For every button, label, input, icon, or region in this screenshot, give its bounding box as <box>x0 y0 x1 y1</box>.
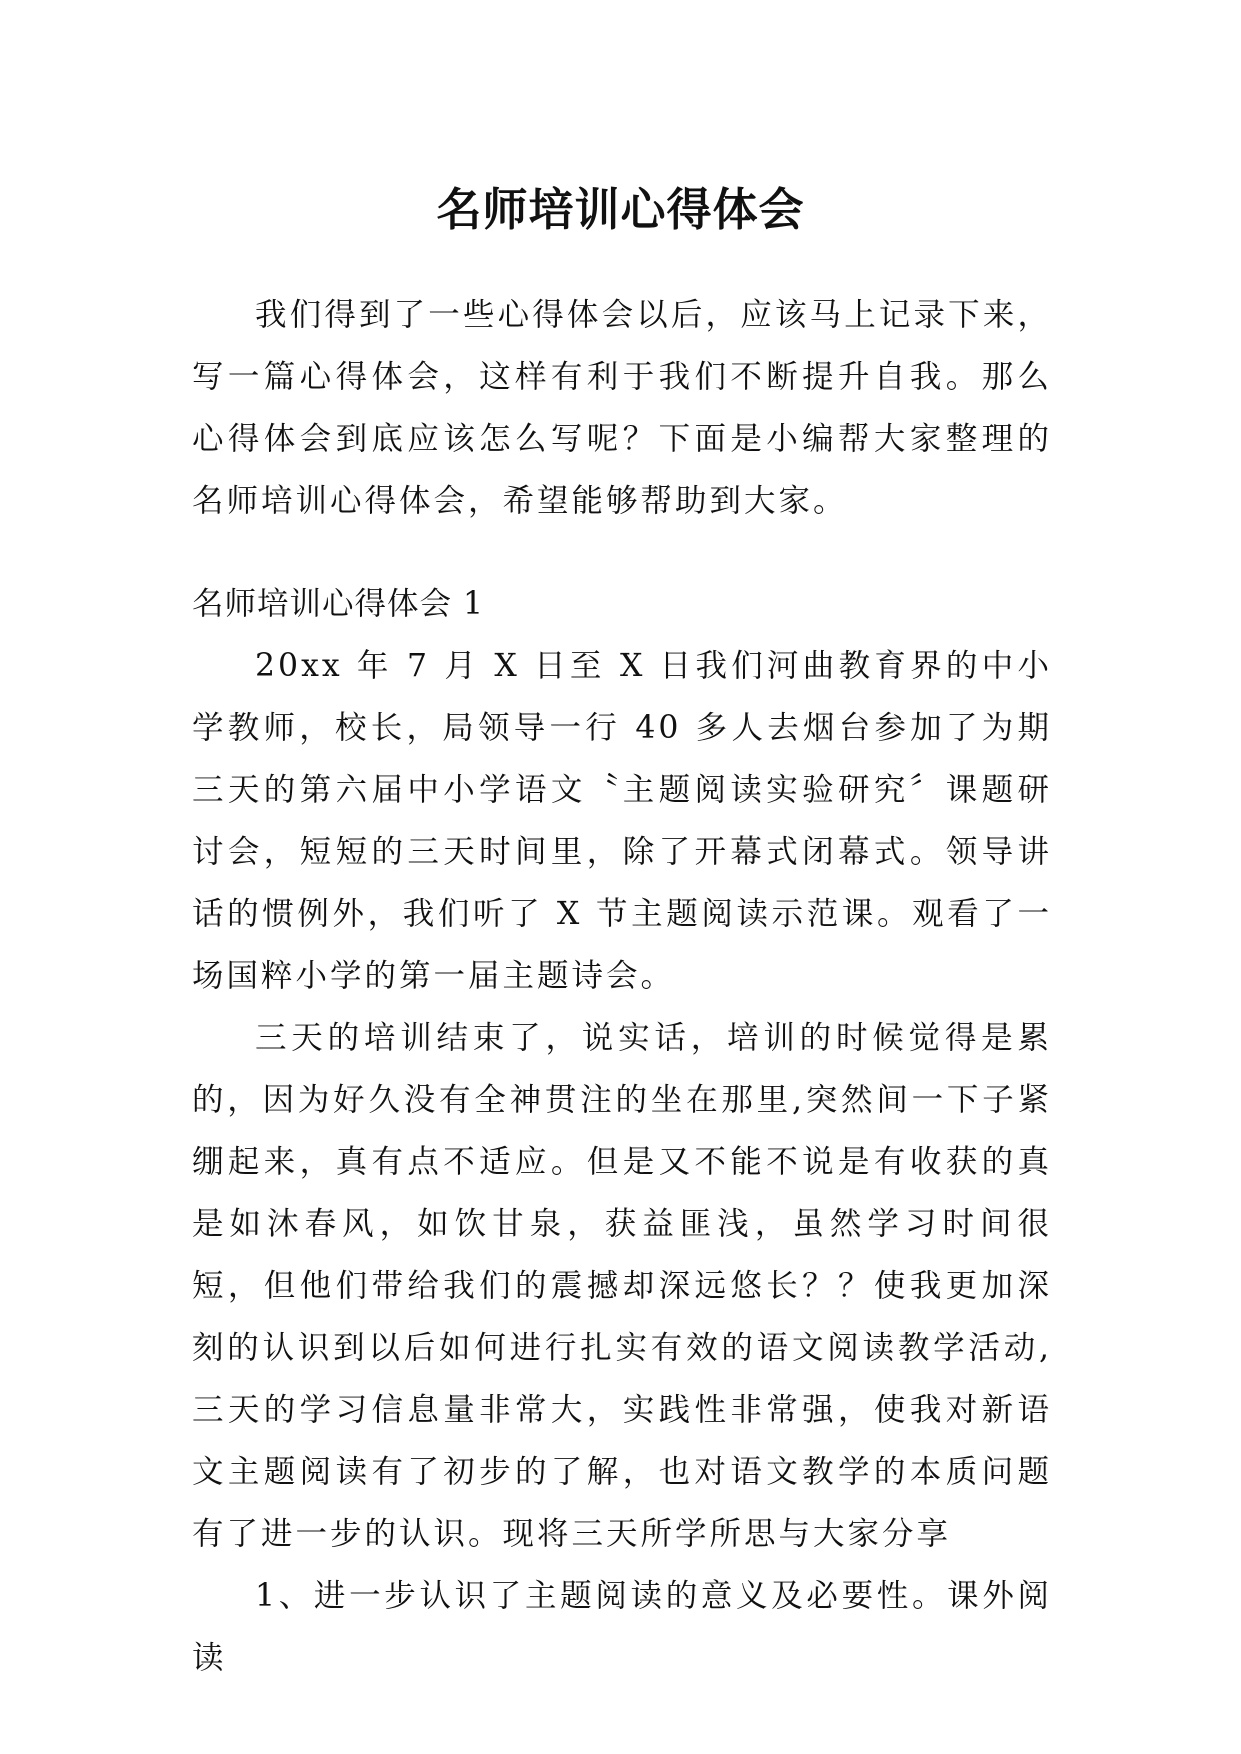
body-paragraph: 20xx 年 7 月 X 日至 X 日我们河曲教育界的中小学教师，校长，局领导一行 40 多人去烟台参加了为期三天的第六届中小学语文〝主题阅读实验研究〞课题研讨会，短短的三天时间里，除了开幕式闭幕式。领导讲话的惯例外，我们听了 X 节主题阅读示范课。观看了一场国粹小学的第一届主题诗会。 <box>192 648 1052 994</box>
document-title: 名师培训心得体会 <box>436 183 805 237</box>
section-heading: 名师培训心得体会 1 <box>192 586 485 622</box>
section-body <box>192 635 1052 1689</box>
body-paragraph: 1、进一步认识了主题阅读的意义及必要性。课外阅读 <box>192 1578 1052 1676</box>
intro-block <box>192 284 1052 532</box>
intro-paragraph: 我们得到了一些心得体会以后，应该马上记录下来，写一篇心得体会，这样有利于我们不断提升自我。那么心得体会到底应该怎么写呢？下面是小编帮大家整理的名师培训心得体会，希望能够帮助到大家。 <box>192 297 1052 519</box>
body-paragraph: 三天的培训结束了，说实话，培训的时候觉得是累的，因为好久没有全神贯注的坐在那里,突然间一下子紧绷起来，真有点不适应。但是又不能不说是有收获的真是如沐春风，如饮甘泉，获益匪浅，虽然学习时间很短，但他们带给我们的震撼却深远悠长？？使我更加深刻的认识到以后如何进行扎实有效的语文阅读教学活动,三天的学习信息量非常大，实践性非常强，使我对新语文主题阅读有了初步的了解，也对语文教学的本质问题有了进一步的认识。现将三天所学所思与大家分享 <box>192 1020 1052 1552</box>
